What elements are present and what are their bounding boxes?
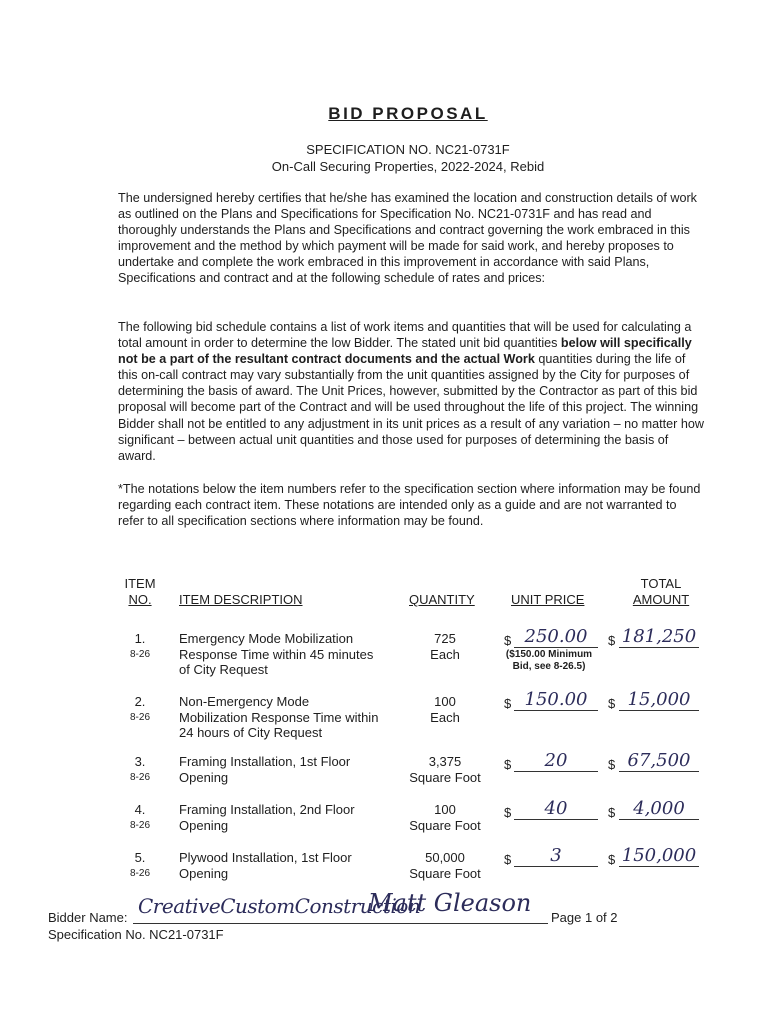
bidder-name-label: Bidder Name: (48, 910, 128, 925)
row-3-section: 8-26 (129, 772, 150, 783)
row-2-description (179, 694, 399, 741)
row-5-qty-value: 50,000 (425, 850, 465, 865)
row-5-section: 8-26 (129, 868, 150, 879)
row-1-desc-line-2: Response Time within 45 minutes (179, 646, 374, 662)
row-2-total-dollar: $ (608, 696, 616, 711)
row-4-qty-unit: Square Foot (409, 818, 481, 833)
bid-schedule-text-bold: below will specifically not be a part of the resultant contract documents and the actual Work (118, 336, 692, 367)
row-2-desc-line-1: Non-Emergency Mode (179, 694, 310, 709)
row-4-total-dollar: $ (608, 805, 616, 820)
row-4-unit-price[interactable]: 40 (514, 799, 598, 820)
row-3-total-dollar: $ (608, 757, 616, 772)
header-item-top: ITEM (124, 576, 156, 591)
row-2-number: 2. (134, 694, 146, 709)
row-4-qty-value: 100 (434, 802, 456, 817)
notation-paragraph: *The notations below the item numbers refer to the specification section where information may be found regarding each contract item. These notations are intended only as a guide and are not warranted to refer to all specification sections where information may be found. (118, 482, 701, 529)
row-5-desc-line-1: Plywood Installation, 1st Floor (179, 850, 352, 865)
row-3-qty-unit: Square Foot (409, 770, 481, 785)
certification-paragraph: The undersigned hereby certifies that he/she has examined the location and construction details of work as outlined on the Plans and Specifications for Specification No. NC21-0731F and has read and thoroughly understands the Plans and Specifications and contract governing the work embraced in this improvement and the method by which payment will be made for said work, and hereby proposes to undertake and complete the work embraced in this improvement in accordance with said Plans, Specifications and contract and at the following schedule of rates and prices: (118, 191, 697, 286)
spec-header (0, 141, 770, 175)
row-3-desc-line-2: Opening (179, 769, 229, 785)
row-1-quantity (400, 631, 490, 663)
row-3-total[interactable]: 67,500 (619, 751, 699, 772)
row-3-price-dollar: $ (504, 757, 512, 772)
row-2-unit-price[interactable]: 150.00 (514, 690, 598, 711)
row-1-item-no (120, 631, 160, 663)
row-2-desc-line-3: 24 hours of City Request (179, 725, 323, 740)
row-4-section: 8-26 (129, 820, 150, 831)
header-unit-price: UNIT PRICE (511, 592, 585, 607)
header-quantity: QUANTITY (409, 592, 475, 607)
row-3-desc-line-1: Framing Installation, 1st Floor (179, 754, 351, 769)
row-2-total[interactable]: 15,000 (619, 690, 699, 711)
row-4-desc-line-1: Framing Installation, 2nd Floor (179, 802, 355, 817)
header-description: ITEM DESCRIPTION (179, 592, 303, 607)
row-4-total[interactable]: 4,000 (619, 799, 699, 820)
row-2-price-dollar: $ (504, 696, 512, 711)
page-number: Page 1 of 2 (551, 910, 618, 925)
row-1-price-dollar: $ (504, 633, 512, 648)
bidder-name-handwritten[interactable]: CreativeCustomConstruction (138, 894, 421, 918)
row-5-quantity (400, 850, 490, 882)
row-3-qty-value: 3,375 (428, 754, 462, 769)
row-2-qty-value: 100 (434, 694, 456, 709)
row-1-section: 8-26 (129, 649, 150, 660)
row-4-item-no (120, 802, 160, 834)
row-1-desc-line-1: Emergency Mode Mobilization (179, 631, 354, 646)
row-5-unit-price[interactable]: 3 (514, 846, 598, 867)
row-4-description (179, 802, 399, 833)
bid-schedule-text-start: The following bid schedule contains a list of work items and quantities that will be used for calculating a total amount in order to determine the low Bidder. The stated unit bid quantities (118, 320, 692, 351)
header-total (625, 576, 697, 608)
row-2-qty-unit: Each (430, 710, 460, 725)
footer-spec-number: Specification No. NC21-0731F (48, 927, 224, 942)
row-1-unit-price[interactable]: 250.00 (514, 627, 598, 648)
row-1-price-note: ($150.00 Minimum Bid, see 8-26.5) (505, 649, 593, 672)
row-5-description (179, 850, 399, 881)
row-4-number: 4. (134, 802, 146, 817)
row-1-desc-line-3: of City Request (179, 662, 268, 677)
row-3-quantity (400, 754, 490, 786)
spec-number: SPECIFICATION NO. NC21-0731F (306, 142, 510, 157)
row-2-desc-line-2: Mobilization Response Time within (179, 709, 379, 725)
row-5-number: 5. (134, 850, 146, 865)
project-name: On-Call Securing Properties, 2022-2024, Rebid (271, 159, 545, 174)
bid-schedule-paragraph (118, 319, 704, 464)
row-3-description (179, 754, 399, 785)
header-item-no (120, 576, 160, 608)
row-5-total-dollar: $ (608, 852, 616, 867)
row-3-item-no (120, 754, 160, 786)
row-5-desc-line-2: Opening (179, 865, 229, 881)
header-total-bottom: AMOUNT (632, 592, 690, 607)
row-4-desc-line-2: Opening (179, 817, 229, 833)
page-title: BID PROPOSAL (328, 104, 488, 123)
header-item-bottom: NO. (128, 592, 152, 607)
row-1-description (179, 631, 399, 678)
header-total-top: TOTAL (640, 576, 682, 591)
row-5-price-dollar: $ (504, 852, 512, 867)
row-5-total[interactable]: 150,000 (619, 846, 699, 867)
row-3-unit-price[interactable]: 20 (514, 751, 598, 772)
signature-line (133, 923, 548, 924)
row-4-quantity (400, 802, 490, 834)
row-3-number: 3. (134, 754, 146, 769)
row-1-qty-unit: Each (430, 647, 460, 662)
row-2-section: 8-26 (129, 712, 150, 723)
row-1-total-dollar: $ (608, 633, 616, 648)
row-1-qty-value: 725 (434, 631, 456, 646)
bid-schedule-text-end: quantities during the life of this on-call contract may vary substantially from the unit quantities assigned by the City for purposes of determining the basis of award. The Unit Prices, however, submitted by the Contractor as part of this bid proposal will become part of the Contract and will be used throughout the life of this project. The winning Bidder shall not be entitled to any adjustment in its unit prices as a result of any variation – no matter how significant – between actual unit quantities and those used for purposes of determining the basis of award. (118, 352, 704, 463)
row-1-total[interactable]: 181,250 (619, 627, 699, 648)
row-4-price-dollar: $ (504, 805, 512, 820)
row-2-item-no (120, 694, 160, 726)
row-2-quantity (400, 694, 490, 726)
row-5-qty-unit: Square Foot (409, 866, 481, 881)
row-1-number: 1. (134, 631, 146, 646)
row-5-item-no (120, 850, 160, 882)
bidder-signature: Matt Gleason (368, 889, 532, 917)
